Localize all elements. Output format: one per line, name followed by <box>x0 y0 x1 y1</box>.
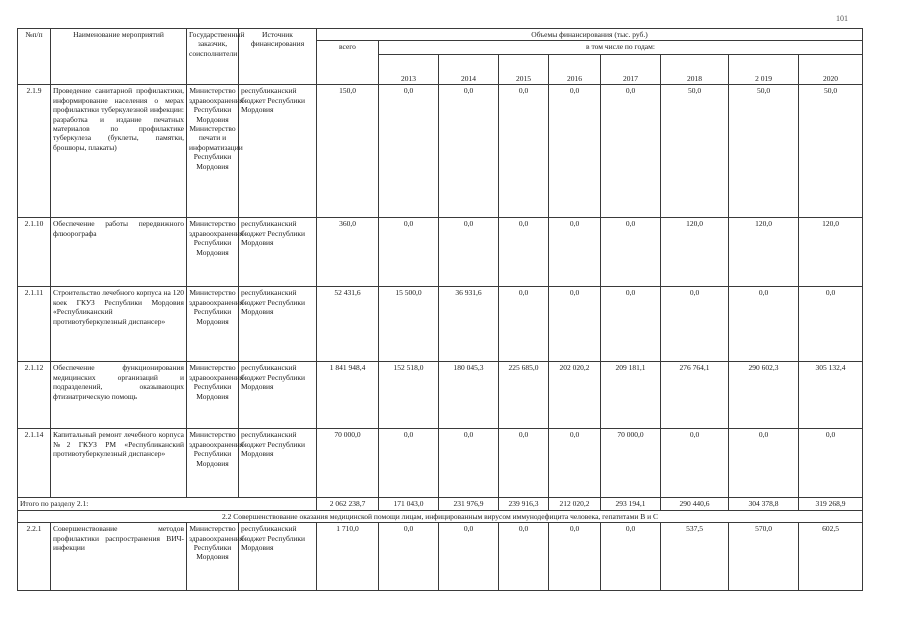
row-total: 70 000,0 <box>317 429 379 498</box>
row-year-value: 50,0 <box>729 85 799 218</box>
row-num: 2.1.10 <box>18 218 51 287</box>
row-year-value: 0,0 <box>439 218 499 287</box>
header-year: 2015 <box>499 55 549 85</box>
header-including: в том числе по годам: <box>379 41 863 55</box>
row-year-value: 36 931,6 <box>439 287 499 362</box>
row-year-value: 180 045,3 <box>439 362 499 429</box>
subtotal-total: 2 062 238,7 <box>317 498 379 510</box>
row-year-value: 70 000,0 <box>601 429 661 498</box>
page-number: 101 <box>836 14 848 23</box>
section-row <box>18 510 863 522</box>
row-year-value: 0,0 <box>729 287 799 362</box>
row-name: Строительство лечебного корпуса на 120 коек ГКУЗ Республики Мордовия «Республиканский противотуберкулезный диспансер» <box>51 287 187 362</box>
header-year: 2016 <box>549 55 601 85</box>
row-year-value: 0,0 <box>729 429 799 498</box>
section-title: 2.2 Совершенствование оказания медицинской помощи лицам, инфицированным вирусом иммунодефицита человека, гепатитами В и С <box>18 510 863 522</box>
row-year-value: 0,0 <box>799 429 863 498</box>
row-year-value: 0,0 <box>601 287 661 362</box>
row-year-value: 602,5 <box>799 523 863 591</box>
row-year-value: 0,0 <box>549 429 601 498</box>
row-total: 1 710,0 <box>317 523 379 591</box>
header-year: 2017 <box>601 55 661 85</box>
subtotal-row <box>18 498 863 510</box>
row-year-value: 0,0 <box>499 218 549 287</box>
row-year-value: 0,0 <box>379 429 439 498</box>
row-total: 52 431,6 <box>317 287 379 362</box>
row-customer: Министерство здравоохранения Республики Мордовия <box>187 429 239 498</box>
table-row <box>18 85 863 218</box>
row-year-value: 0,0 <box>439 429 499 498</box>
row-name: Обеспечение работы передвижного флюорографа <box>51 218 187 287</box>
row-year-value: 0,0 <box>549 287 601 362</box>
row-customer: Министерство здравоохранения Республики Мордовия <box>187 362 239 429</box>
row-year-value: 276 764,1 <box>661 362 729 429</box>
row-year-value: 15 500,0 <box>379 287 439 362</box>
row-year-value: 0,0 <box>661 429 729 498</box>
row-source: республиканский бюджет Республики Мордовия <box>239 218 317 287</box>
subtotal-year-value: 319 268,9 <box>799 498 863 510</box>
row-year-value: 225 685,0 <box>499 362 549 429</box>
row-year-value: 0,0 <box>601 85 661 218</box>
financing-table <box>17 28 863 591</box>
row-num: 2.1.11 <box>18 287 51 362</box>
header-num: №п/п <box>18 29 51 85</box>
table-row <box>18 429 863 498</box>
row-year-value: 0,0 <box>439 523 499 591</box>
row-num: 2.1.12 <box>18 362 51 429</box>
row-total: 150,0 <box>317 85 379 218</box>
row-year-value: 290 602,3 <box>729 362 799 429</box>
header-year: 2018 <box>661 55 729 85</box>
row-total: 360,0 <box>317 218 379 287</box>
row-year-value: 0,0 <box>661 287 729 362</box>
row-year-value: 570,0 <box>729 523 799 591</box>
row-num: 2.1.9 <box>18 85 51 218</box>
subtotal-year-value: 304 378,8 <box>729 498 799 510</box>
table-row <box>18 287 863 362</box>
row-name: Обеспечение функционирования медицинских организаций и подразделений, оказывающих фтизиатрическую помощь <box>51 362 187 429</box>
header-year: 2014 <box>439 55 499 85</box>
row-year-value: 152 518,0 <box>379 362 439 429</box>
header-year: 2020 <box>799 55 863 85</box>
row-num: 2.2.1 <box>18 523 51 591</box>
row-source: республиканский бюджет Республики Мордовия <box>239 85 317 218</box>
row-year-value: 0,0 <box>601 523 661 591</box>
header-total: всего <box>317 41 379 85</box>
subtotal-year-value: 293 194,1 <box>601 498 661 510</box>
row-year-value: 0,0 <box>499 523 549 591</box>
subtotal-year-value: 212 020,2 <box>549 498 601 510</box>
row-source: республиканский бюджет Республики Мордовия <box>239 362 317 429</box>
row-source: республиканский бюджет Республики Мордовия <box>239 287 317 362</box>
row-year-value: 0,0 <box>499 429 549 498</box>
row-year-value: 50,0 <box>799 85 863 218</box>
row-total: 1 841 948,4 <box>317 362 379 429</box>
subtotal-label: Итого по разделу 2.1: <box>18 498 317 510</box>
row-year-value: 50,0 <box>661 85 729 218</box>
row-name: Совершенствование методов профилактики распространения ВИЧ-инфекции <box>51 523 187 591</box>
header-volumes: Объемы финансирования (тыс. руб.) <box>317 29 863 41</box>
header-year: 2 019 <box>729 55 799 85</box>
row-year-value: 120,0 <box>799 218 863 287</box>
row-name: Проведение санитарной профилактики, информирование населения о мерах профилактики туберкулезной инфекции: разработка и издание печатных материалов по профилактике туберкулеза (буклеты, памятки, брошюры, плакаты) <box>51 85 187 218</box>
row-year-value: 0,0 <box>549 218 601 287</box>
row-year-value: 0,0 <box>379 218 439 287</box>
row-source: республиканский бюджет Республики Мордовия <box>239 523 317 591</box>
subtotal-year-value: 290 440,6 <box>661 498 729 510</box>
table-row <box>18 218 863 287</box>
header-source: Источник финансирования <box>239 29 317 85</box>
row-year-value: 0,0 <box>499 85 549 218</box>
row-year-value: 0,0 <box>499 287 549 362</box>
header-year: 2013 <box>379 55 439 85</box>
table-row <box>18 523 863 591</box>
row-year-value: 537,5 <box>661 523 729 591</box>
row-source: республиканский бюджет Республики Мордовия <box>239 429 317 498</box>
row-year-value: 0,0 <box>379 85 439 218</box>
subtotal-year-value: 171 043,0 <box>379 498 439 510</box>
header-customer: Государственный заказчик, соисполнители <box>187 29 239 85</box>
row-year-value: 0,0 <box>439 85 499 218</box>
row-year-value: 209 181,1 <box>601 362 661 429</box>
row-name: Капитальный ремонт лечебного корпуса №2 ГКУЗ РМ «Республиканский противотуберкулезный диспансер» <box>51 429 187 498</box>
row-year-value: 120,0 <box>661 218 729 287</box>
row-year-value: 202 020,2 <box>549 362 601 429</box>
row-year-value: 0,0 <box>601 218 661 287</box>
row-year-value: 0,0 <box>379 523 439 591</box>
row-year-value: 120,0 <box>729 218 799 287</box>
subtotal-year-value: 231 976,9 <box>439 498 499 510</box>
row-year-value: 305 132,4 <box>799 362 863 429</box>
row-customer: Министерство здравоохранения Республики Мордовия <box>187 287 239 362</box>
row-customer: Министерство здравоохранения Республики Мордовия <box>187 523 239 591</box>
row-customer: Министерство здравоохранения Республики Мордовия Министерство печати и информатизации Республики Мордовия <box>187 85 239 218</box>
row-year-value: 0,0 <box>799 287 863 362</box>
subtotal-year-value: 239 916,3 <box>499 498 549 510</box>
row-year-value: 0,0 <box>549 85 601 218</box>
row-year-value: 0,0 <box>549 523 601 591</box>
header-name: Наименование мероприятий <box>51 29 187 85</box>
row-num: 2.1.14 <box>18 429 51 498</box>
table-row <box>18 362 863 429</box>
row-customer: Министерство здравоохранения Республики Мордовия <box>187 218 239 287</box>
